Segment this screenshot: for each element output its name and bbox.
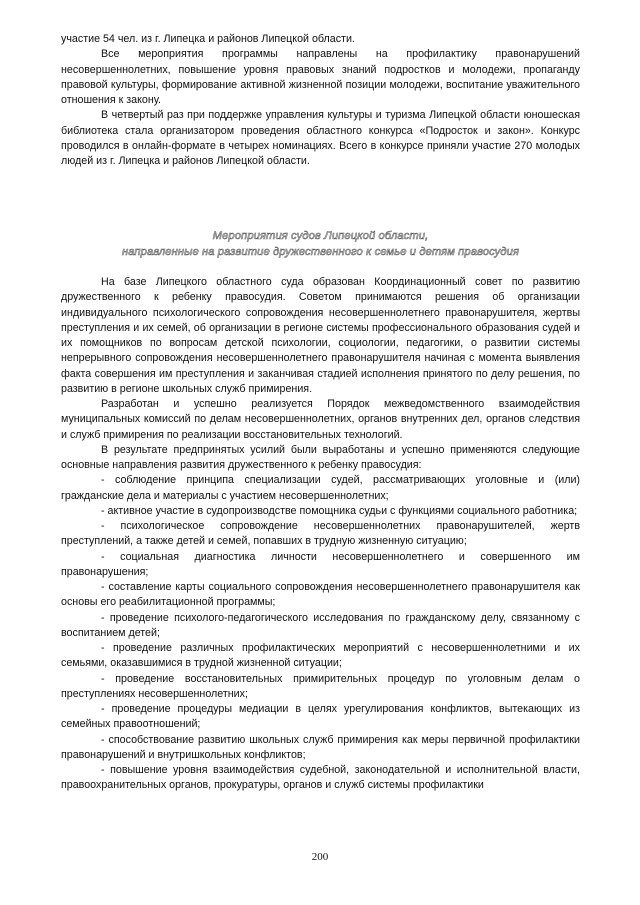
list-item: - активное участие в судопроизводстве помощника судьи с функциями социального работника;	[101, 504, 578, 517]
section-heading	[61, 228, 580, 260]
list-item: - проведение различных профилактических мероприятий с несовершеннолетними и их семьями, оказавшимися в трудной жизненной ситуации;	[61, 642, 580, 670]
page-number: 200	[311, 851, 329, 863]
section-heading-line: Мероприятия судов Липецкой области,	[212, 230, 429, 242]
paragraph: На базе Липецкого областного суда образован Координационный совет по развитию дружественного к ребенку правосудия. Советом принимаются решения об организации индивидуального психологического сопровождения несовершеннолетнего правонарушителя, жертвы преступления и их семей, об организации в регионе системы профессионального образования судей и их помощников по вопросам детской психологии, социологии, педагогики, о развитии системы непрерывного сопровождения несовершеннолетнего правонарушителя начиная с момента выявления факта совершения им преступления и заканчивая стадией исполнения принятого по делу решения, по развитию в регионе школьных служб примирения.	[61, 276, 580, 395]
list-item: - проведение психолого-педагогического исследования по гражданскому делу, связанному с воспитанием детей;	[61, 611, 580, 639]
list-item: - психологическое сопровождение несовершеннолетних правонарушителей, жертв преступлений, а также детей и семей, попавших в трудную жизненную ситуацию;	[61, 520, 580, 548]
paragraph: Разработан и успешно реализуется Порядок межведомственного взаимодействия муниципальных комиссий по делам несовершеннолетних, органов внутренних дел, органов следствия и служб примирения по реализации восстановительных технологий.	[61, 398, 580, 441]
paragraph: В результате предпринятых усилий были выработаны и успешно применяются следующие основные направления развития дружественного к ребенку правосудия:	[61, 443, 580, 471]
list-item: - составление карты социального сопровождения несовершеннолетнего правонарушителя как основы его реабилитационной программы;	[61, 581, 580, 609]
list-item: - соблюдение принципа специализации судей, рассматривающих уголовные и (или) гражданские дела и материалы с участием несовершеннолетних;	[61, 474, 580, 502]
list-item: - способствование развитию школьных служб примирения как меры первичной профилактики правонарушений и внутришкольных конфликтов;	[61, 733, 580, 761]
intro-section	[61, 32, 580, 169]
paragraph: В четвертый раз при поддержке управления культуры и туризма Липецкой области юношеская библиотека стала организатором проведения областного конкурса «Подросток и закон». Конкурс проводился в онлайн-формате в четырех номинациях. Всего в конкурсе приняли участие 270 молодых людей из г. Липецка и районов Липецкой области.	[61, 109, 580, 167]
list-item: - проведение процедуры медиации в целях урегулирования конфликтов, вытекающих из семейных правоотношений;	[61, 703, 580, 731]
paragraph: участие 54 чел. из г. Липецка и районов Липецкой области.	[61, 33, 355, 45]
section-heading-line: направленные на развитие дружественного к семье и детям правосудия	[121, 246, 520, 258]
list-item: - социальная диагностика личности несовершеннолетнего и совершенного им правонарушения;	[61, 550, 580, 578]
list-item: - проведение восстановительных примирительных процедур по уголовным делам о преступлениях несовершеннолетних;	[61, 672, 580, 700]
main-section	[61, 275, 580, 794]
list-item: - повышение уровня взаимодействия судебной, законодательной и исполнительной власти, правоохранительных органов, прокуратуры, органов и служб системы профилактики	[61, 764, 580, 792]
paragraph: Все мероприятия программы направлены на профилактику правонарушений несовершеннолетних, повышение уровня правовых знаний подростков и молодежи, пропаганду правовой культуры, формирование активной жизненной позиции молодежи, воспитание уважительного отношения к закону.	[61, 48, 580, 106]
